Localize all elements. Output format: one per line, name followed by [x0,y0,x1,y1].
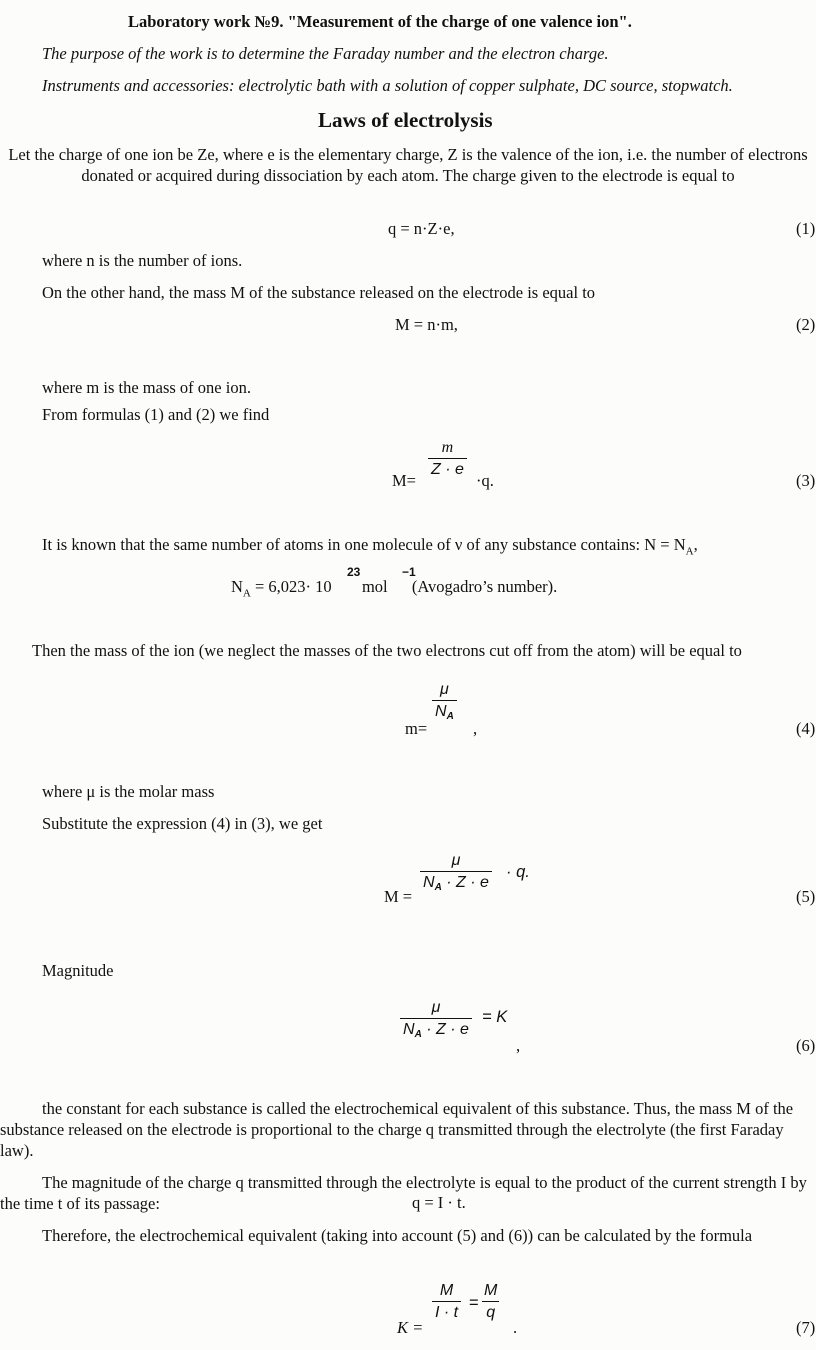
equation-6-den-rest: · Z · e [421,1021,469,1038]
document-title: Laboratory work №9. "Measurement of the charge of one valence ion". [128,12,632,31]
equation-7-fraction-1 [432,1281,461,1324]
equation-5-den-sub: A [434,882,442,893]
equation-5-denominator [420,872,492,899]
equation-7-denominator-2: q [486,1304,496,1321]
equation-2-number: (2) [796,315,816,334]
avogadro-unit: mol [361,577,388,596]
avogadro-number-line [231,577,557,600]
paragraph-ion-mass: Then the mass of the ion (we neglect the masses of the two electrons cut off from the atom) will be equal to [32,641,742,660]
equation-3-fraction [428,438,467,481]
paragraph-molar-mass: where μ is the molar mass [42,782,215,801]
equation-3-lhs: M= [392,471,416,490]
instruments-text: Instruments and accessories: electrolytic bath with a solution of copper sulphate, DC source, stopwatch. [42,76,733,95]
paragraph-magnitude: Magnitude [42,961,114,980]
equation-7-equals: = [469,1294,479,1312]
paragraph-mass-released: On the other hand, the mass M of the substance released on the electrode is equal to [42,283,596,302]
paragraph-ion-charge [0,144,816,186]
avogadro-value: = 6,023· 10 [250,577,332,596]
equation-4-lhs: m= [405,719,428,738]
avogadro-sub: A [242,587,251,600]
equation-6-number: (6) [796,1036,816,1055]
paragraph-n-ions: where n is the number of ions. [42,251,243,270]
equation-5-den-n: N [423,874,435,891]
paragraph-charge-product-text: The magnitude of the charge q transmitted through the electrolyte is equal to the product of the current strength I by the time t of its passage: [0,1173,807,1213]
equation-4-den-sub: A [446,711,454,722]
equation-7-fraction-2 [482,1281,499,1324]
avogadro-label: (Avogadro’s number). [411,577,558,596]
paragraph-ion-charge-text: Let the charge of one ion be Ze, where e is the elementary charge, Z is the valence of the ion, i.e. the number of electrons donated or acquired during dissociation by each atom. The charge given to the electrode is equal to [8,145,808,185]
equation-4-fraction [432,680,457,728]
equation-3-numerator: m [441,439,454,456]
equation-7-number: (7) [796,1318,816,1337]
equation-4-tail: , [473,719,478,738]
equation-1: q = n·Z·e, [388,219,455,238]
equation-7-numerator-2: M [484,1282,498,1299]
equation-6-fraction [400,998,472,1046]
equation-4-numerator: μ [440,681,449,698]
equation-6-comma: , [516,1036,521,1055]
equation-4-number: (4) [796,719,816,738]
equation-6-den-n: N [403,1021,415,1038]
equation-6-rhs: = K [482,1008,508,1026]
paragraph-charge-product [0,1172,812,1214]
avogadro-exponent: 23 [347,565,361,579]
equation-6-denominator [400,1019,472,1046]
equation-7-numerator-1: M [439,1282,454,1299]
paragraph-from-formulas: From formulas (1) and (2) we find [42,405,270,424]
equation-5-number: (5) [796,887,816,906]
equation-5-lhs: M = [384,887,413,906]
equation-7-tail: . [513,1318,518,1337]
paragraph-atoms-text: It is known that the same number of atoms in one molecule of ν of any substance contains: N = N [42,535,686,554]
paragraph-electrochemical-equivalent: the constant for each substance is called the electrochemical equivalent of this substance. Thus, the mass M of the substance released on the electrode is proportional to the charge q transmitted through the electrolyte (the first Faraday law). [0,1099,794,1160]
equation-6-den-sub: A [414,1029,422,1040]
equation-3-denominator: Z · e [431,461,464,478]
equation-q-equals-it: q = I · t. [412,1193,466,1212]
equation-5-fraction [420,851,492,899]
purpose-text: The purpose of the work is to determine the Faraday number and the electron charge. [42,44,609,63]
paragraph-atoms [42,535,698,558]
paragraph-atoms-end: , [693,535,698,554]
equation-5-numerator: μ [451,852,461,869]
equation-5-den-rest: · Z · e [441,874,489,891]
equation-1-number: (1) [796,219,816,238]
paragraph-atoms-sub: A [685,545,694,558]
equation-2: M = n·m, [395,315,458,334]
equation-3-number: (3) [796,471,816,490]
avogadro-n: N [231,577,243,596]
equation-7-denominator-1: I · t [435,1304,459,1321]
equation-6-numerator: μ [431,999,441,1016]
equation-5-tail: · q. [506,863,530,881]
equation-3-tail: ·q. [476,471,494,490]
equation-4-den-n: N [435,703,447,720]
paragraph-substitute: Substitute the expression (4) in (3), we get [42,814,323,833]
paragraph-formula: Therefore, the electrochemical equivalent (taking into account (5) and (6)) can be calculated by the formula [42,1226,753,1245]
equation-7-lhs: K = [397,1318,424,1337]
paragraph-mass-one-ion: where m is the mass of one ion. [42,378,251,397]
equation-4-denominator [432,701,457,728]
section-heading: Laws of electrolysis [318,108,493,132]
avogadro-unit-exponent: −1 [402,565,416,579]
